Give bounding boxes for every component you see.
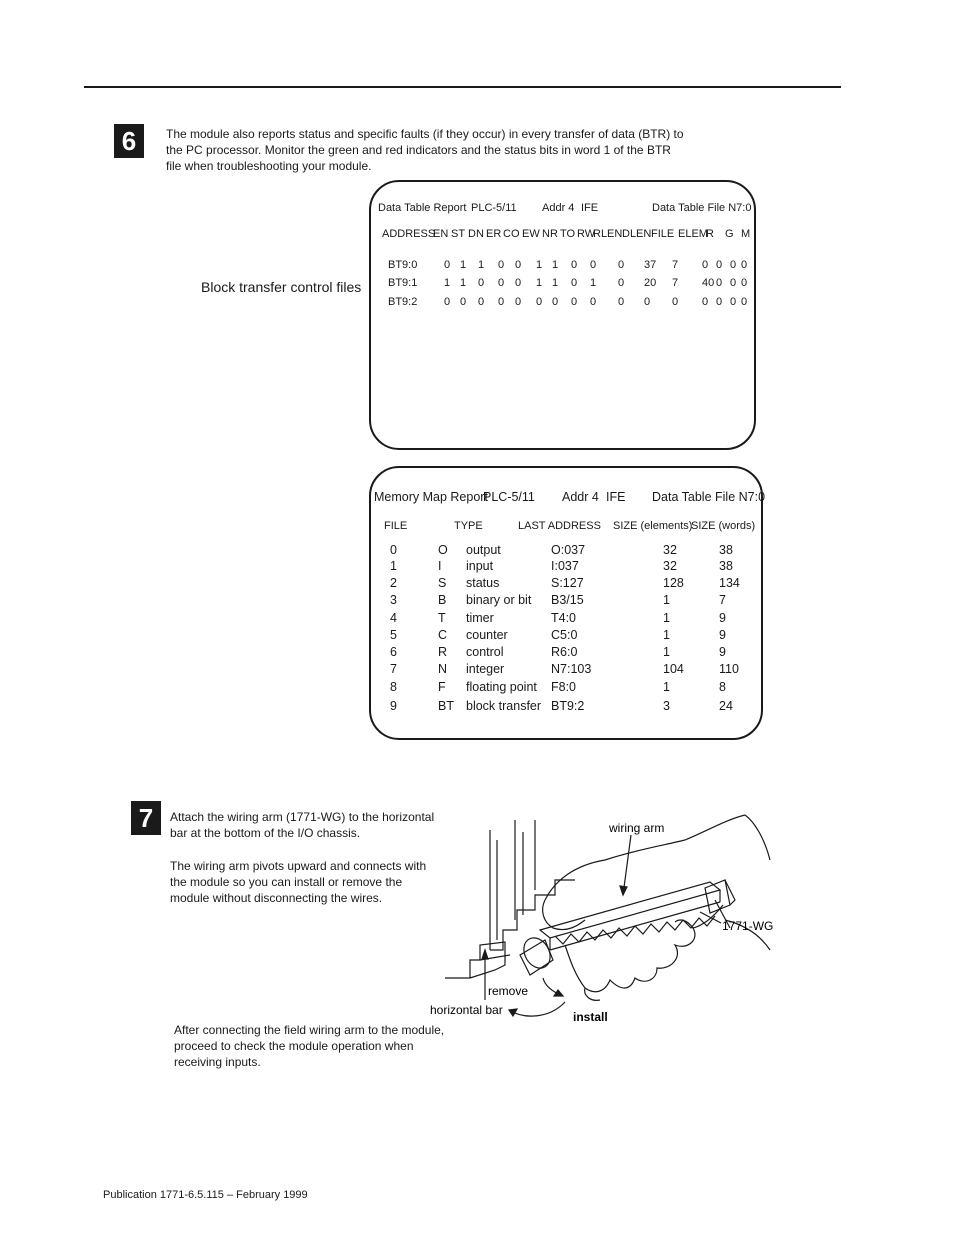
mmr-col-header: SIZE (elements) — [613, 520, 693, 532]
mmr-cell: I:037 — [551, 559, 579, 573]
mmr-cell: BT9:2 — [551, 699, 585, 713]
mmr-cell: 1 — [390, 559, 397, 573]
mmr-cell: F — [438, 680, 446, 694]
dtr-col-header: M — [741, 228, 751, 240]
dtr-cell: 37 — [644, 259, 657, 271]
dtr-cell: 0 — [741, 277, 748, 289]
dtr-col-header: DN — [468, 228, 484, 240]
mmr-cell: binary or bit — [466, 593, 532, 607]
mmr-cell: 104 — [663, 662, 684, 676]
mmr-col-header: FILE — [384, 520, 408, 532]
dtr-cell: 1 — [460, 259, 467, 271]
dtr-cell: BT9:1 — [388, 277, 418, 289]
mmr-cell: 1 — [663, 645, 670, 659]
dtr-cell: 0 — [536, 296, 543, 308]
dtr-col-header: G — [725, 228, 734, 240]
dtr-cell: 0 — [478, 296, 485, 308]
mmr-cell: 128 — [663, 576, 684, 590]
mmr-cell: 1 — [663, 628, 670, 642]
dtr-col-header: FILE — [651, 228, 675, 240]
dtr-cell: 0 — [498, 259, 505, 271]
dtr-col-header: TO — [560, 228, 576, 240]
dtr-cell: 0 — [618, 296, 625, 308]
dtr-cell: 0 — [716, 259, 723, 271]
dtr-col-header: EW — [522, 228, 540, 240]
dtr-col-header: ER — [486, 228, 502, 240]
mmr-cell: 38 — [719, 543, 733, 557]
mmr-cell: 8 — [719, 680, 726, 694]
dtr-col-header: ADDRESS — [382, 228, 436, 240]
mmr-cell: input — [466, 559, 494, 573]
dtr-cell: 0 — [730, 296, 737, 308]
mmr-file: Data Table File N7:0 — [652, 490, 766, 504]
mmr-cell: B — [438, 593, 447, 607]
label-wiring-arm: wiring arm — [609, 821, 665, 835]
mmr-cell: T — [438, 611, 446, 625]
mmr-cell: 1 — [663, 680, 670, 694]
mmr-col-header: LAST ADDRESS — [518, 520, 601, 532]
mmr-cell: 3 — [663, 699, 670, 713]
dtr-cell: 0 — [741, 296, 748, 308]
mmr-cell: 7 — [719, 593, 726, 607]
dtr-cell: 0 — [644, 296, 651, 308]
mmr-cell: 9 — [719, 611, 726, 625]
dtr-cell: 0 — [515, 277, 522, 289]
dtr-cell: 0 — [741, 259, 748, 271]
mmr-cell: 0 — [390, 543, 397, 557]
step-7-line: receiving inputs. — [174, 1055, 261, 1069]
step-7-badge: 7 — [131, 801, 161, 835]
mmr-cell: timer — [466, 611, 494, 625]
step-7-para-2 — [170, 858, 426, 906]
dtr-cell: 1 — [552, 259, 559, 271]
dtr-col-header: R — [706, 228, 714, 240]
dtr-cell: 0 — [618, 259, 625, 271]
dtr-col-header: RLEN — [593, 228, 623, 240]
step-6-line: file when troubleshooting your module. — [166, 159, 372, 173]
mmr-cell: output — [466, 543, 501, 557]
dtr-cell: 0 — [618, 277, 625, 289]
step-7-line: After connecting the field wiring arm to the module, — [174, 1023, 445, 1037]
dtr-cell: 0 — [672, 296, 679, 308]
mmr-cell: control — [466, 645, 504, 659]
dtr-cell: 7 — [672, 259, 679, 271]
dtr-file: Data Table File N7:0 — [652, 202, 752, 214]
dtr-title: Data Table Report — [378, 202, 467, 214]
dtr-col-header: ST — [451, 228, 466, 240]
dtr-cell: 0 — [716, 296, 723, 308]
step-6-text — [166, 126, 684, 174]
mmr-addr: Addr 4 — [562, 490, 599, 504]
mmr-cell: R — [438, 645, 448, 659]
dtr-cell: 0 — [716, 277, 723, 289]
step-6-line: The module also reports status and specific faults (if they occur) in every transfer of data (BTR) to — [166, 127, 684, 141]
label-remove: remove — [488, 984, 529, 998]
dtr-cell: 0 — [444, 259, 451, 271]
dtr-cell: 1 — [478, 259, 485, 271]
dtr-cell: BT9:0 — [388, 259, 418, 271]
step-7-para-1 — [170, 809, 434, 841]
mmr-cell: 1 — [663, 611, 670, 625]
data-table-report-screen — [369, 180, 756, 450]
dtr-processor: PLC-5/11 — [471, 202, 517, 214]
step-6-line: the PC processor. Monitor the green and red indicators and the status bits in word 1 of the BTR — [166, 143, 671, 157]
dtr-cell: 0 — [460, 296, 467, 308]
dtr-cell: 0 — [498, 277, 505, 289]
dtr-col-header: NR — [542, 228, 558, 240]
dtr-ife: IFE — [581, 202, 599, 214]
dtr-cell: 0 — [444, 296, 451, 308]
block-transfer-label: Block transfer control files — [201, 279, 362, 295]
dtr-col-header: DLEN — [622, 228, 652, 240]
step-7-line: The wiring arm pivots upward and connects with — [170, 859, 427, 873]
dtr-cell: 1 — [552, 277, 559, 289]
mmr-cell: integer — [466, 662, 505, 676]
mmr-cell: O:037 — [551, 543, 586, 557]
mmr-cell: S:127 — [551, 576, 584, 590]
mmr-ife: IFE — [606, 490, 626, 504]
label-horizontal-bar: horizontal bar — [430, 1003, 503, 1017]
mmr-cell: 7 — [390, 662, 397, 676]
mmr-cell: BT — [438, 699, 454, 713]
mmr-cell: 1 — [663, 593, 670, 607]
mmr-cell: 8 — [390, 680, 397, 694]
dtr-cell: 7 — [672, 277, 679, 289]
mmr-cell: 9 — [719, 628, 726, 642]
mmr-col-header: SIZE (words) — [691, 520, 756, 532]
dtr-cell: 0 — [478, 277, 485, 289]
dtr-cell: 40 — [702, 277, 715, 289]
dtr-cell: 0 — [498, 296, 505, 308]
label-install: install — [573, 1010, 608, 1024]
mmr-cell: block transfer — [466, 699, 542, 713]
dtr-cell: 0 — [590, 296, 597, 308]
dtr-cell: 1 — [536, 259, 543, 271]
dtr-cell: 0 — [515, 296, 522, 308]
dtr-cell: 0 — [730, 277, 737, 289]
dtr-cell: 0 — [515, 259, 522, 271]
step-7-line: proceed to check the module operation when — [174, 1039, 414, 1053]
mmr-title: Memory Map Report — [374, 490, 488, 504]
dtr-cell: 1 — [444, 277, 451, 289]
dtr-col-header: RW — [577, 228, 596, 240]
mmr-cell: N7:103 — [551, 662, 592, 676]
mmr-cell: R6:0 — [551, 645, 578, 659]
dtr-cell: 0 — [571, 259, 578, 271]
step-6-badge: 6 — [114, 124, 144, 158]
mmr-cell: 38 — [719, 559, 733, 573]
mmr-cell: C5:0 — [551, 628, 578, 642]
dtr-cell: 0 — [552, 296, 559, 308]
mmr-cell: status — [466, 576, 500, 590]
mmr-cell: 6 — [390, 645, 397, 659]
dtr-cell: 0 — [702, 296, 709, 308]
step-7-line: bar at the bottom of the I/O chassis. — [170, 826, 361, 840]
mmr-cell: S — [438, 576, 447, 590]
mmr-col-header: TYPE — [454, 520, 483, 532]
mmr-cell: 9 — [390, 699, 397, 713]
header-rule — [84, 86, 841, 88]
dtr-cell: 0 — [730, 259, 737, 271]
mmr-cell: 110 — [719, 662, 739, 676]
step-7-line: module without disconnecting the wires. — [170, 891, 383, 905]
mmr-cell: 32 — [663, 543, 677, 557]
dtr-cell: 20 — [644, 277, 657, 289]
dtr-addr: Addr 4 — [542, 202, 575, 214]
mmr-cell: floating point — [466, 680, 537, 694]
mmr-cell: I — [438, 559, 442, 573]
dtr-cell: 0 — [571, 296, 578, 308]
dtr-cell: BT9:2 — [388, 296, 418, 308]
mmr-cell: N — [438, 662, 448, 676]
mmr-cell: 2 — [390, 576, 397, 590]
step-7-para-3 — [174, 1022, 444, 1070]
mmr-cell: O — [438, 543, 448, 557]
step-7-line: the module so you can install or remove the — [170, 875, 403, 889]
dtr-cell: 0 — [571, 277, 578, 289]
dtr-cell: 0 — [702, 259, 709, 271]
dtr-cell: 1 — [590, 277, 597, 289]
dtr-cell: 1 — [460, 277, 467, 289]
mmr-cell: 32 — [663, 559, 677, 573]
dtr-col-header: EN — [433, 228, 449, 240]
mmr-cell: 5 — [390, 628, 397, 642]
mmr-cell: 134 — [719, 576, 740, 590]
mmr-cell: 3 — [390, 593, 397, 607]
dtr-col-header: CO — [503, 228, 520, 240]
mmr-cell: 24 — [719, 699, 733, 713]
step-7-line: Attach the wiring arm (1771-WG) to the horizontal — [170, 810, 435, 824]
mmr-cell: 4 — [390, 611, 397, 625]
dtr-cell: 1 — [536, 277, 543, 289]
wiring-arm-illustration — [425, 810, 825, 1035]
mmr-cell: 9 — [719, 645, 726, 659]
publication-footer: Publication 1771-6.5.115 – February 1999 — [103, 1189, 308, 1201]
mmr-cell: B3/15 — [551, 593, 584, 607]
dtr-col-header: ELEM — [678, 228, 708, 240]
mmr-cell: T4:0 — [551, 611, 577, 625]
mmr-cell: counter — [466, 628, 508, 642]
mmr-cell: F8:0 — [551, 680, 577, 694]
label-1771-wg: 1771-WG — [722, 919, 774, 933]
mmr-processor: PLC-5/11 — [483, 490, 535, 504]
mmr-cell: C — [438, 628, 448, 642]
dtr-cell: 0 — [590, 259, 597, 271]
